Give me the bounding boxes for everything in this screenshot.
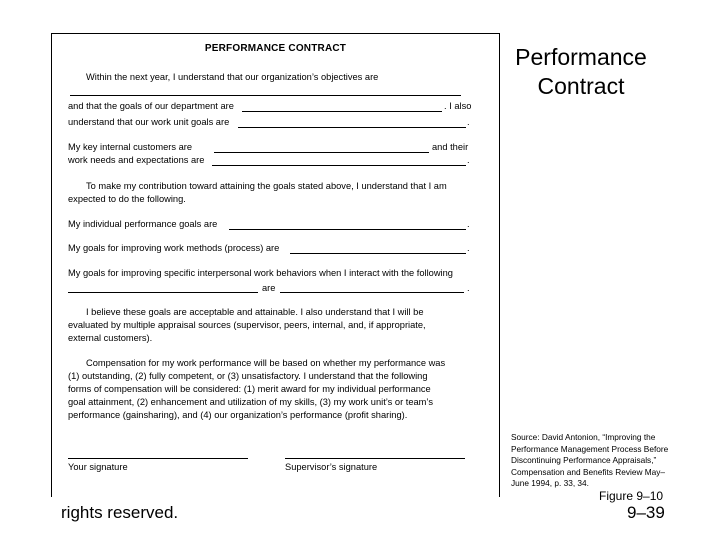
form-line: forms of compensation will be considered: (1) merit award for my individual performance: [68, 384, 431, 394]
form-line: . I also: [444, 101, 472, 111]
source-line: June 1994, p. 33, 34.: [511, 478, 589, 489]
your-signature-label: Your signature: [68, 462, 128, 472]
form-line: are: [262, 283, 276, 293]
form-line: .: [467, 283, 470, 293]
form-line: My goals for improving work methods (process) are: [68, 243, 280, 253]
form-line: .: [467, 155, 470, 165]
source-line: Source: David Antonion, “Improving the: [511, 432, 656, 442]
form-line: work needs and expectations are: [68, 155, 205, 165]
source-citation: [511, 432, 668, 490]
blank-line: [280, 292, 464, 293]
source-line: Performance Management Process Before: [511, 443, 669, 454]
form-line: Compensation for my work performance will be based on whether my performance was: [86, 358, 446, 368]
form-line: expected to do the following.: [68, 194, 186, 204]
performance-contract-form: [51, 33, 500, 497]
form-line: .: [467, 219, 470, 229]
blank-line: [290, 253, 466, 254]
rights-footer: rights reserved.: [61, 503, 179, 522]
page-number: 9–39: [627, 503, 665, 522]
blank-line: [238, 127, 466, 128]
form-title: PERFORMANCE CONTRACT: [204, 43, 347, 54]
form-line: Within the next year, I understand that our organization’s objectives are: [86, 72, 379, 82]
form-line: My key internal customers are: [68, 142, 193, 152]
blank-line: [214, 152, 429, 153]
blank-line: [242, 111, 442, 112]
slide-title-line: Contract: [537, 73, 625, 99]
form-line: .: [467, 117, 470, 127]
form-line: evaluated by multiple appraisal sources (supervisor, peers, internal, and, if appropriate,: [68, 320, 426, 330]
form-line: understand that our work unit goals are: [68, 117, 230, 127]
your-signature-line: [68, 458, 248, 459]
form-line: .: [467, 243, 470, 253]
slide-title-line: Performance: [515, 44, 647, 70]
form-line: To make my contribution toward attaining the goals stated above, I understand that I am: [86, 181, 447, 191]
form-line: external customers).: [68, 333, 153, 343]
slide-title: [506, 43, 656, 101]
blank-line: [70, 95, 461, 96]
supervisor-signature-line: [285, 458, 465, 459]
form-line: and their: [432, 142, 469, 152]
blank-line: [212, 165, 466, 166]
source-line: Discontinuing Performance Appraisals,”: [511, 455, 657, 466]
form-line: (1) outstanding, (2) fully competent, or (3) unsatisfactory. I understand that the following: [68, 371, 428, 381]
form-line: My goals for improving specific interpersonal work behaviors when I interact with the following: [68, 268, 453, 278]
blank-line: [68, 292, 258, 293]
blank-line: [229, 229, 466, 230]
form-line: My individual performance goals are: [68, 219, 218, 229]
form-line: performance (gainsharing), and (4) our organization’s performance (profit sharing).: [68, 410, 408, 420]
figure-label: Figure 9–10: [599, 489, 664, 503]
form-line: and that the goals of our department are: [68, 101, 234, 111]
supervisor-signature-label: Supervisor’s signature: [285, 462, 378, 472]
source-line: Compensation and Benefits Review May–: [511, 466, 666, 477]
form-line: I believe these goals are acceptable and attainable. I also understand that I will be: [86, 307, 424, 317]
form-line: goal attainment, (2) enhancement and utilization of my skills, (3) my work unit’s or team’s: [68, 397, 433, 407]
